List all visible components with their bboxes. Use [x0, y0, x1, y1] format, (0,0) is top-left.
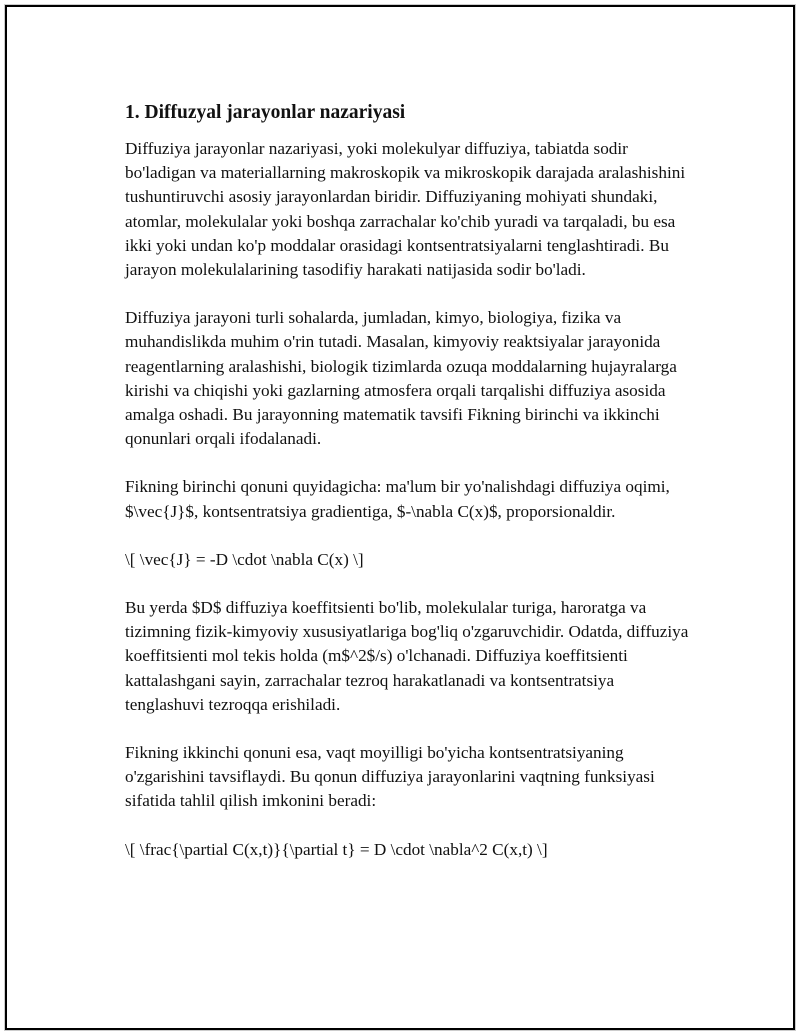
paragraph-diffusion-coefficient: Bu yerda $D$ diffuziya koeffitsienti bo'lib, molekulalar turiga, haroratga va tizimning fizik-kimyoviy xususiyatlariga bog'liq o'zgaruvchidir. Odatda, diffuziya koeffitsienti mol tekis holda (m$^2$/s) o'lchanadi. Diffuziya koeffitsienti kattalashgani sayin, zarrachalar tezroq harakatlanadi va kontsentratsiya tenglashuvi tezroqqa erishiladi. — [125, 598, 689, 714]
document-body — [125, 99, 695, 886]
page-frame — [6, 6, 794, 1029]
paragraph-applications: Diffuziya jarayoni turli sohalarda, jumladan, kimyo, biologiya, fizika va muhandislikda muhim o'rin tutadi. Masalan, kimyoviy reaktsiyalar jarayonida reagentlarning aralashishi, biologik tizimlarda ozuqa moddalarning hujayralarga kirishi va chiqishi yoki gazlarning atmosfera orqali tarqalishi diffuziya asosida amalga oshadi. Bu jarayonning matematik tavsifi Fikning birinchi va ikkinchi qonunlari orqali ifodalanadi. — [125, 308, 677, 449]
paragraph-second-law: Fikning ikkinchi qonuni esa, vaqt moyilligi bo'yicha kontsentratsiyaning o'zgarishini tavsiflaydi. Bu qonun diffuziya jarayonlarini vaqtning funksiyasi sifatida tahlil qilish imkonini beradi: — [125, 743, 655, 811]
paragraph-intro: Diffuziya jarayonlar nazariyasi, yoki molekulyar diffuziya, tabiatda sodir bo'ladigan va materiallarning makroskopik va mikroskopik darajada aralashishini tushuntiruvchi asosiy jarayonlardan biridir. Diffuziyaning mohiyati shundaki, atomlar, molekulalar yoki boshqa zarrachalar ko'chib yuradi va tarqaladi, bu esa ikki yoki undan ko'p moddalar orasidagi kontsentratsiyalarni tenglashtiradi. Bu jarayon molekulalarining tasodifiy harakati natijasida sodir bo'ladi. — [125, 139, 686, 280]
formula-second-law: \[ \frac{\partial C(x,t)}{\partial t} = D \cdot \nabla^2 C(x,t) \] — [125, 839, 548, 859]
paragraph-first-law: Fikning birinchi qonuni quyidagicha: ma'lum bir yo'nalishdagi diffuziya oqimi, $\vec{J}$, kontsentratsiya gradientiga, $-\nabla C(x)$, proporsionaldir. — [125, 477, 670, 521]
section-title: 1. Diffuzyal jarayonlar nazariyasi — [125, 102, 406, 123]
formula-first-law: \[ \vec{J} = -D \cdot \nabla C(x) \] — [125, 549, 364, 569]
